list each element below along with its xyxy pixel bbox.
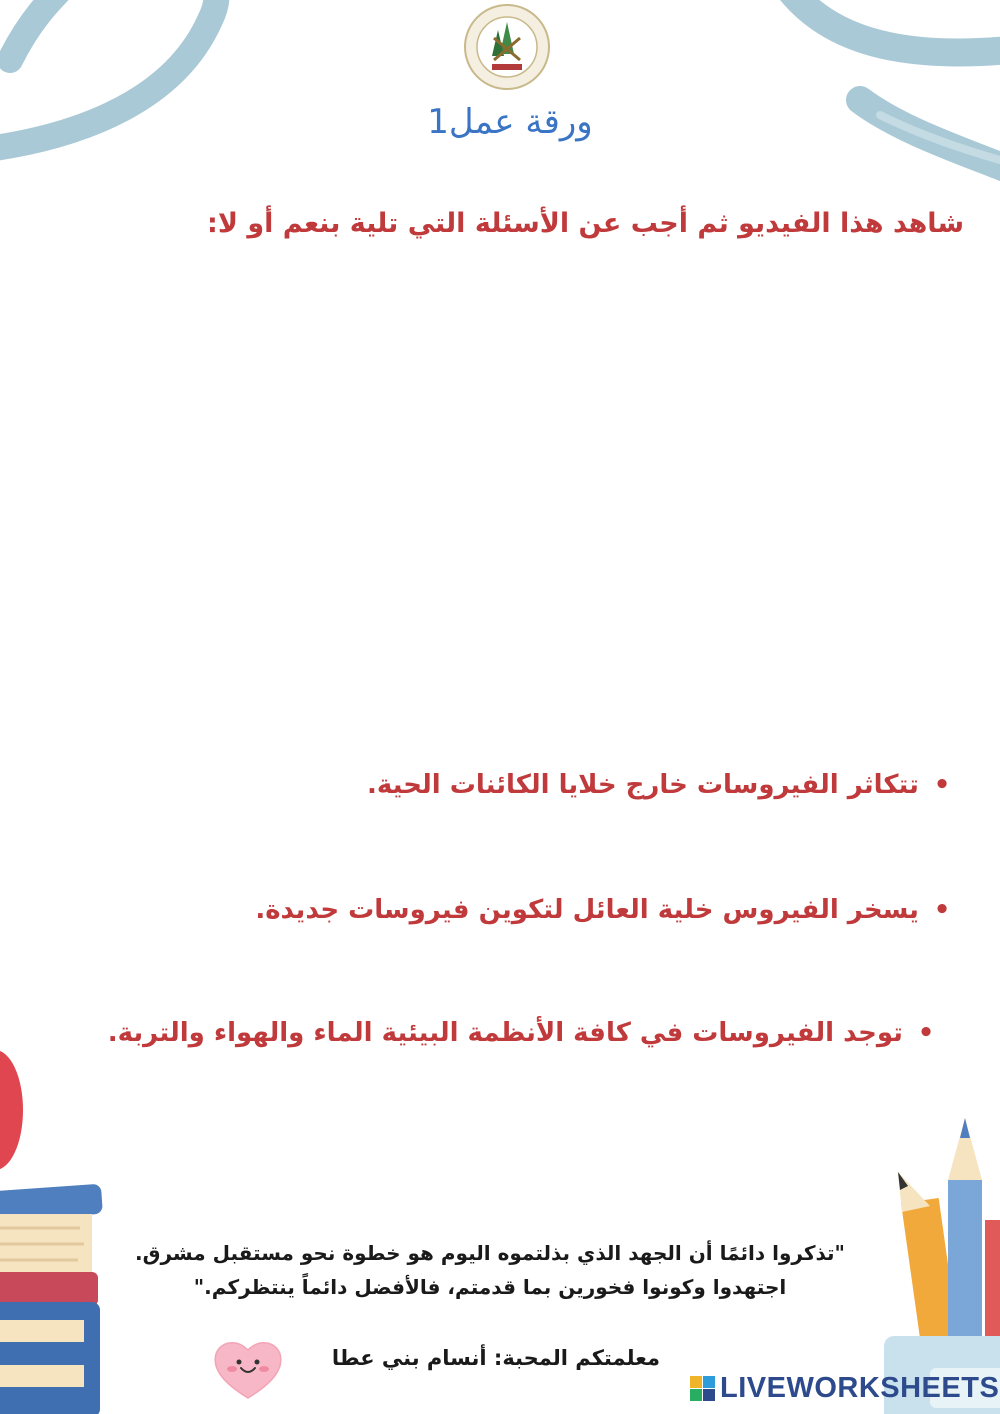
quote-line-1: "تذكروا دائمًا أن الجهد الذي بذلتموه اليوم هو خطوة نحو مستقبل مشرق. [135, 1241, 845, 1265]
bullet-icon: • [933, 770, 951, 800]
top-right-swirl [790, 0, 1000, 170]
heart-smiley-icon [212, 1338, 284, 1400]
statement-text: تتكاثر الفيروسات خارج خلايا الكائنات الحية. [366, 770, 919, 800]
statement-item [80, 1018, 940, 1048]
school-logo-icon [462, 2, 552, 92]
pencil-cup-icon [884, 1118, 1000, 1414]
motivational-quote [100, 1236, 880, 1304]
liveworksheets-branding [690, 1372, 1000, 1408]
statement-text: يسخر الفيروس خلية العائل لتكوين فيروسات جديدة. [255, 895, 919, 925]
instruction-text: شاهد هذا الفيديو ثم أجب عن الأسئلة التي تلية بنعم أو لا: [207, 208, 964, 239]
page-title: ورقة عمل1 [427, 102, 593, 142]
quote-line-2: اجتهدوا وكونوا فخورين بما قدمتم، فالأفضل دائماً ينتظركم." [193, 1275, 787, 1299]
books-stack-icon [0, 1050, 103, 1414]
bullet-icon: • [933, 895, 951, 925]
liveworksheets-logo-icon [690, 1376, 716, 1402]
bullet-icon: • [917, 1018, 935, 1048]
statement-item [96, 770, 956, 800]
top-left-swirl [0, 0, 216, 150]
statement-text: توجد الفيروسات في كافة الأنظمة البيئية الماء والهواء والتربة. [107, 1018, 903, 1048]
brand-name: LIVEWORKSHEETS [720, 1372, 1000, 1404]
statement-item [96, 895, 956, 925]
teacher-signature: معلمتكم المحبة: أنسام بني عطا [331, 1346, 660, 1370]
